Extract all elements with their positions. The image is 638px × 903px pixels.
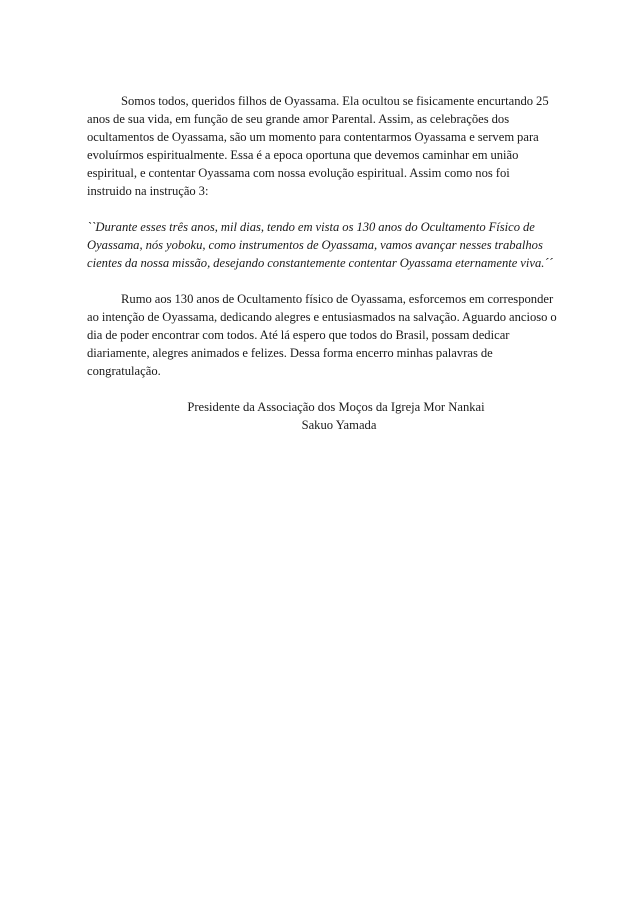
signature-title: Presidente da Associação dos Moços da Igreja Mor Nankai (187, 400, 485, 414)
instruction-quote: ``Durante esses três anos, mil dias, tendo em vista os 130 anos do Ocultamento Físico de Oyassama, nós yoboku, como instrumentos de Oyassama, vamos avançar nesses trabalhos cientes da nossa missão, desejando constantemente contentar Oyassama eternamente viva.´´ (87, 220, 553, 270)
signature-name: Sakuo Yamada (301, 418, 377, 432)
document-body (87, 92, 557, 434)
signature-block (87, 398, 557, 434)
closing-paragraph: Rumo aos 130 anos de Ocultamento físico de Oyassama, esforcemos em corresponder ao intenção de Oyassama, dedicando alegres e entusiasmados na salvação. Aguardo ancioso o dia de poder encontrar com todos. Até lá espero que todos do Brasil, possam dedicar diariamente, alegres animados e felizes. Dessa forma encerro minhas palavras de congratulação. (87, 292, 557, 378)
opening-paragraph: Somos todos, queridos filhos de Oyassama. Ela ocultou se fisicamente encurtando 25 anos de sua vida, em função de seu grande amor Parental. Assim, as celebrações dos ocultamentos de Oyassama, são um momento para contentarmos Oyassama e servem para evoluírmos espiritualmente. Essa é a epoca oportuna que devemos caminhar em união espiritual, e contentar Oyassama com nossa evolução espiritual. Assim como nos foi instruido na instrução 3: (87, 94, 549, 198)
